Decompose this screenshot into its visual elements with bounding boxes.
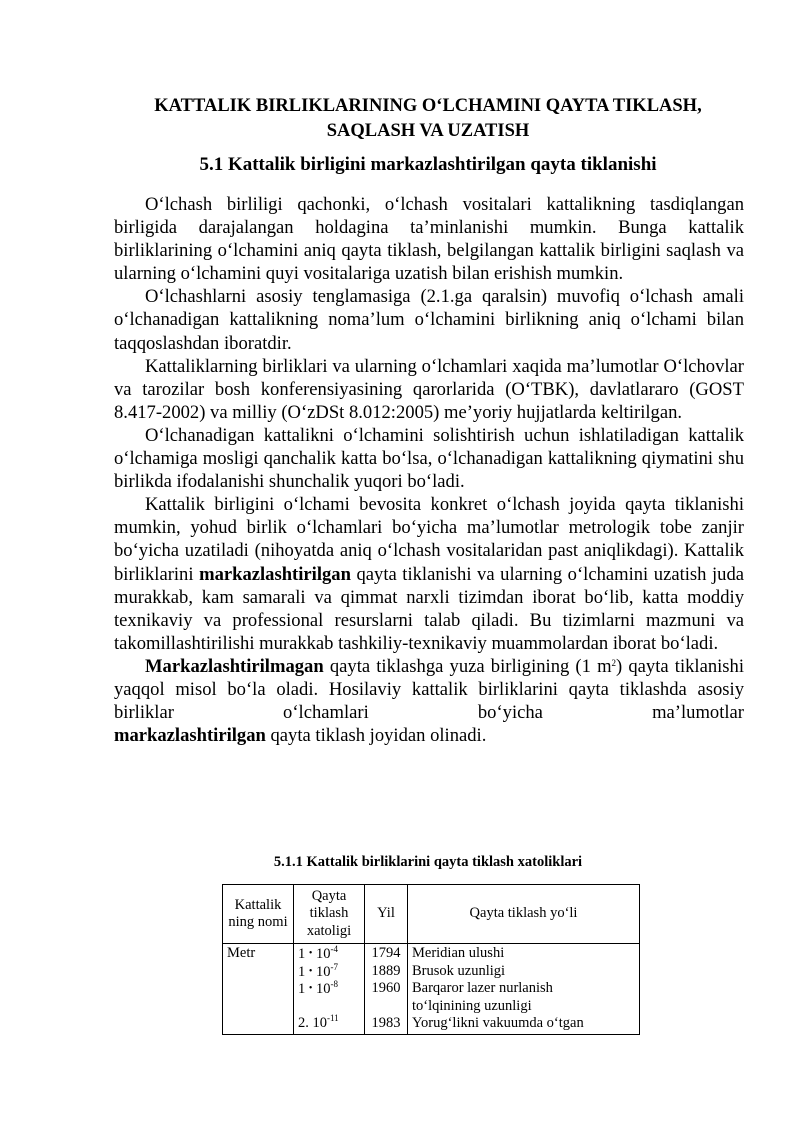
- paragraph-6-bold-2: markazlashtirilgan: [114, 725, 266, 747]
- header-error-line-1: Qayta: [311, 887, 347, 904]
- header-year: Yil: [365, 885, 408, 944]
- header-quantity-name-line-1: Kattalik: [234, 896, 282, 913]
- table-row: [223, 944, 640, 1035]
- chapter-title-line-2: SAQLASH VA UZATISH: [326, 121, 530, 141]
- header-reproduction-error: [294, 885, 365, 944]
- cell-quantity-name: Metr: [223, 944, 294, 1035]
- table-caption: 5.1.1 Kattalik birliklarini qayta tiklash xatoliklari: [273, 854, 583, 870]
- paragraph-6-text-b: ) qayta tiklanishi yaqqol misol bo‘la oladi. Hosilaviy kattalik birliklarini qayta tiklashda asosiy birliklar o‘lchamlari bo‘yicha ma’lumotlar: [114, 655, 745, 724]
- paragraph-5-text-b: qayta tiklanishi va ularning o‘lchamini uzatish juda murakkab, kam samarali va qimmat narxli tizimdan iborat bo‘lib, katta moddiy texnikaviy va professional resurslarni talab qiladi. Bu tizimlarni mazmuni va takomillashtirilishi murakkab tashkiliy-texnikaviy muammolardan iborat bo‘ladi.: [114, 563, 744, 654]
- cell-years: [365, 944, 408, 1035]
- header-quantity-name: [223, 885, 294, 944]
- paragraph-5-text-a: Kattalik birligini o‘lchami bevosita konkret o‘lchash joyida qayta tiklanishi mumkin, yohud birlik o‘lchamlari bo‘yicha ma’lumotlar metrologik tobe zanjir bo‘yicha uzatiladi (nihoyatda aniq o‘lchash vositalaridan past aniqlikdagi). Kattalik birliklarini: [114, 494, 744, 585]
- table-header-row: [223, 885, 640, 944]
- paragraph-6-bold-1: Markazlashtirilmagan: [145, 655, 324, 677]
- error-value: 2. $10^{-11}$: [298, 1013, 339, 1031]
- error-value: 1 • $10^{-4}$: [298, 944, 339, 962]
- chapter-title: [100, 94, 756, 144]
- method-value: Yorug‘likni vakuumda o‘tgan: [412, 1015, 584, 1031]
- method-value: Barqaror lazer nurlanish: [412, 980, 553, 996]
- paragraph-4: O‘lchanadigan kattalikni o‘lchamini solishtirish uchun ishlatiladigan kattalik o‘lchamiga mosligi qanchalik katta bo‘lsa, o‘lchanadigan kattalikning qiymatini shu birlikda ifodalanishi shunchalik yuqori bo‘ladi.: [114, 424, 744, 493]
- paragraph-6-end: [114, 724, 744, 747]
- paragraph-6-superscript: 2: [611, 657, 617, 668]
- cell-methods: [408, 944, 640, 1035]
- reproduction-errors-table: [222, 884, 640, 1035]
- year-value: 1983: [371, 1015, 401, 1031]
- header-error-line-2: tiklash: [309, 905, 349, 922]
- year-value: 1960: [371, 980, 401, 996]
- year-value: 1794: [371, 945, 401, 961]
- year-value: 1889: [371, 962, 401, 979]
- section-heading: 5.1 Kattalik birligini markazlashtirilgan qayta tiklanishi: [199, 154, 657, 175]
- paragraph-5-bold: markazlashtirilgan: [199, 563, 351, 585]
- paragraph-1: O‘lchash birliligi qachonki, o‘lchash vositalari kattalikning tasdiqlangan birligida darajalangan holdagina ta’minlanishi mumkin. Bunga kattalik birliklarining o‘lchamini aniq qayta tiklash, belgilangan kattalik birligini saqlash va ularning o‘lchamini quyi vositalariga uzatish bilan erishish mumkin.: [114, 194, 744, 285]
- method-value: Brusok uzunligi: [412, 962, 506, 979]
- header-quantity-name-line-2: ning nomi: [228, 914, 288, 930]
- cell-errors: [294, 944, 365, 1035]
- paragraph-6-text-c: qayta tiklash joyidan olinadi.: [265, 725, 487, 747]
- paragraph-2: O‘lchashlarni asosiy tenglamasiga (2.1.ga qaralsin) muvofiq o‘lchash amali o‘lchanadigan kattalikning noma’lum o‘lchamini birlikning aniq o‘lchami bilan taqqoslashdan iboratdir.: [114, 286, 744, 354]
- header-method: Qayta tiklash yo‘li: [408, 885, 640, 944]
- paragraph-6-text-a: qayta tiklashga yuza birligining (1 m: [323, 655, 612, 677]
- paragraph-3: Kattaliklarning birliklari va ularning o‘lchamlari xaqida ma’lumotlar O‘lchovlar va tarozilar bosh konferensiyasining qarorlarida (O‘TBK), davlatlararo (GOST 8.417-2002) va milliy (O‘zDSt 8.012:2005) me’yoriy hujjatlarda keltirilgan.: [114, 355, 744, 423]
- chapter-title-line-1: KATTALIK BIRLIKLARINING O‘LCHAMINI QAYTA TIKLASH,: [154, 96, 702, 116]
- paragraph-6: [114, 655, 744, 724]
- error-value: 1 • $10^{-8}$: [298, 979, 339, 997]
- error-value: 1 • $10^{-7}$: [298, 961, 339, 980]
- method-value: to‘lqinining uzunligi: [412, 997, 532, 1014]
- header-error-line-3: xatoligi: [306, 922, 352, 939]
- method-value: Meridian ulushi: [412, 945, 505, 961]
- body-text: [114, 193, 744, 747]
- paragraph-5: [114, 493, 744, 655]
